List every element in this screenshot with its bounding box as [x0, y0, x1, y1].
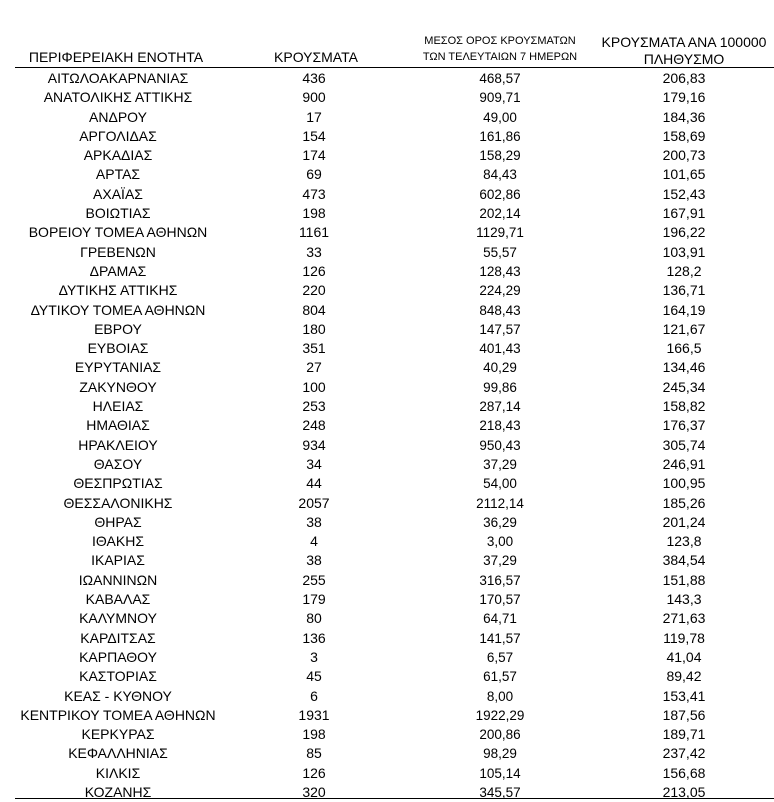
cell-region: ΚΟΖΑΝΗΣ [84, 783, 152, 800]
cell-cases-per-100k: 143,3 [666, 591, 702, 608]
cell-region: ΚΑΡΠΑΘΟΥ [79, 648, 157, 665]
cell-cases-per-100k: 305,74 [662, 436, 706, 453]
cell-seven-day-average: 218,43 [479, 418, 521, 434]
cell-region: ΑΡΚΑΔΙΑΣ [83, 147, 153, 164]
cell-cases: 154 [302, 127, 326, 144]
table-row [0, 223, 774, 242]
table-row [0, 262, 774, 281]
cell-region: ΙΚΑΡΙΑΣ [91, 552, 145, 569]
table-row [0, 725, 774, 744]
cell-region: ΘΕΣΣΑΛΟΝΙΚΗΣ [63, 494, 173, 511]
table-row [0, 146, 774, 165]
cell-seven-day-average: 37,29 [483, 456, 517, 472]
column-header-cases-per-100k-line1: ΚΡΟΥΣΜΑΤΑ ΑΝΑ 100000 [601, 34, 767, 50]
cell-region: ΚΑΛΥΜΝΟΥ [79, 610, 157, 627]
cell-region: ΗΛΕΙΑΣ [92, 398, 144, 415]
cell-seven-day-average: 202,14 [479, 206, 521, 222]
cell-region: ΑΡΤΑΣ [95, 166, 141, 183]
cell-region: ΙΘΑΚΗΣ [92, 533, 144, 550]
table-row [0, 648, 774, 667]
cell-cases-per-100k: 156,68 [662, 764, 706, 781]
cell-cases-per-100k: 136,71 [662, 282, 706, 299]
cell-cases: 34 [306, 455, 322, 472]
cell-seven-day-average: 98,29 [483, 746, 517, 762]
cell-cases: 351 [302, 340, 326, 357]
cell-seven-day-average: 950,43 [479, 437, 521, 453]
cell-cases: 934 [302, 436, 326, 453]
cell-cases-per-100k: 246,91 [662, 455, 706, 472]
column-header-cases-per-100k-line2: ΠΛΗΘΥΣΜΟ [643, 51, 725, 67]
cell-cases: 38 [306, 513, 322, 530]
cell-cases: 85 [306, 745, 322, 762]
cell-cases-per-100k: 187,56 [662, 706, 706, 723]
cell-cases: 220 [302, 282, 326, 299]
cell-region: ΙΩΑΝΝΙΝΩΝ [78, 571, 158, 588]
cell-cases: 473 [302, 185, 326, 202]
cell-cases: 174 [302, 147, 326, 164]
cell-region: ΕΥΡΥΤΑΝΙΑΣ [74, 359, 162, 376]
cell-seven-day-average: 2112,14 [476, 495, 524, 511]
cell-cases: 17 [306, 108, 322, 125]
cell-region: ΖΑΚΥΝΘΟΥ [79, 378, 157, 395]
table-row [0, 243, 774, 262]
cell-cases: 1931 [298, 706, 330, 723]
cell-cases: 1161 [298, 224, 330, 241]
cell-cases: 44 [306, 475, 322, 492]
cell-region: ΕΥΒΟΙΑΣ [87, 340, 149, 357]
column-header-cases: ΚΡΟΥΣΜΑΤΑ [274, 49, 358, 65]
cell-cases-per-100k: 152,43 [662, 185, 706, 202]
table-header [0, 0, 774, 68]
cell-cases: 100 [302, 378, 326, 395]
table-row [0, 764, 774, 783]
cell-cases: 126 [302, 764, 326, 781]
cell-region: ΔΥΤΙΚΟΥ ΤΟΜΕΑ ΑΘΗΝΩΝ [30, 301, 206, 318]
cell-region: ΚΕΡΚΥΡΑΣ [81, 726, 155, 743]
table-row [0, 744, 774, 763]
cell-seven-day-average: 64,71 [483, 611, 517, 627]
cell-seven-day-average: 61,57 [483, 669, 517, 685]
cell-region: ΒΟΙΩΤΙΑΣ [85, 205, 151, 222]
table-row [0, 494, 774, 513]
cell-cases-per-100k: 206,83 [662, 70, 706, 86]
table-row [0, 436, 774, 455]
table-row [0, 397, 774, 416]
cell-seven-day-average: 37,29 [483, 553, 517, 569]
cell-cases-per-100k: 189,71 [662, 726, 706, 743]
cell-region: ΗΡΑΚΛΕΙΟΥ [78, 436, 158, 453]
cell-seven-day-average: 141,57 [479, 630, 521, 646]
cell-seven-day-average: 8,00 [486, 688, 514, 704]
cell-seven-day-average: 36,29 [483, 514, 517, 530]
cell-cases-per-100k: 41,04 [666, 648, 702, 665]
cell-cases: 126 [302, 262, 326, 279]
table-row [0, 513, 774, 532]
cell-cases-per-100k: 101,65 [662, 166, 706, 183]
cell-region: ΑΧΑΪΑΣ [93, 185, 143, 202]
cell-cases-per-100k: 128,2 [666, 262, 702, 279]
table-row [0, 474, 774, 493]
cell-seven-day-average: 170,57 [479, 592, 521, 608]
cell-cases-per-100k: 271,63 [662, 610, 706, 627]
cell-cases: 27 [306, 359, 322, 376]
table-row [0, 706, 774, 725]
cell-region: ΑΡΓΟΛΙΔΑΣ [79, 127, 157, 144]
table-row [0, 127, 774, 146]
cell-seven-day-average: 287,14 [479, 399, 521, 415]
cell-seven-day-average: 200,86 [479, 727, 521, 743]
cell-region: ΚΙΛΚΙΣ [95, 764, 141, 781]
cell-seven-day-average: 316,57 [479, 572, 521, 588]
cell-region: ΘΗΡΑΣ [94, 513, 142, 530]
cell-cases: 198 [302, 726, 326, 743]
cell-cases-per-100k: 123,8 [666, 533, 702, 550]
cell-cases-per-100k: 103,91 [662, 243, 706, 260]
table-row [0, 416, 774, 435]
table-body [0, 69, 774, 802]
cell-seven-day-average: 6,57 [486, 649, 514, 665]
table-row [0, 108, 774, 127]
cell-cases-per-100k: 201,24 [662, 513, 706, 530]
cell-cases-per-100k: 185,26 [662, 494, 706, 511]
cell-cases: 180 [302, 320, 326, 337]
cell-cases-per-100k: 121,67 [662, 320, 706, 337]
cell-region: ΚΑΣΤΟΡΙΑΣ [79, 668, 157, 685]
cell-region: ΒΟΡΕΙΟΥ ΤΟΜΕΑ ΑΘΗΝΩΝ [28, 224, 208, 241]
cell-cases: 136 [302, 629, 326, 646]
cell-region: ΘΕΣΠΡΩΤΙΑΣ [73, 475, 163, 492]
cell-seven-day-average: 468,57 [479, 71, 521, 86]
table-row [0, 378, 774, 397]
cell-cases: 436 [302, 70, 326, 86]
cell-cases: 320 [302, 783, 326, 800]
table-row [0, 629, 774, 648]
cell-cases-per-100k: 158,69 [662, 127, 706, 144]
column-header-region: ΠΕΡΙΦΕΡΕΙΑΚΗ ΕΝΟΤΗΤΑ [28, 49, 204, 65]
table-row [0, 609, 774, 628]
cell-cases: 804 [302, 301, 326, 318]
cell-cases-per-100k: 151,88 [662, 571, 706, 588]
header-divider [15, 67, 774, 68]
cell-cases: 80 [306, 610, 322, 627]
table-row [0, 455, 774, 474]
bottom-border [15, 798, 774, 799]
cell-seven-day-average: 1129,71 [476, 225, 524, 241]
table-row [0, 204, 774, 223]
column-header-seven-day-average-line1: ΜΕΣΟΣ ΟΡΟΣ ΚΡΟΥΣΜΑΤΩΝ [424, 35, 576, 47]
cell-seven-day-average: 54,00 [483, 476, 517, 492]
cell-region: ΕΒΡΟΥ [94, 320, 142, 337]
table-row [0, 281, 774, 300]
cell-cases-per-100k: 237,42 [662, 745, 706, 762]
table-row [0, 69, 774, 88]
cell-cases: 45 [306, 668, 322, 685]
cell-seven-day-average: 55,57 [483, 244, 517, 260]
cell-region: ΚΕΑΣ - ΚΥΘΝΟΥ [64, 687, 172, 704]
cell-region: ΚΑΒΑΛΑΣ [85, 591, 151, 608]
cell-cases: 38 [306, 552, 322, 569]
table-row [0, 667, 774, 686]
cell-region: ΔΡΑΜΑΣ [89, 262, 147, 279]
cell-cases-per-100k: 153,41 [662, 687, 706, 704]
table-row [0, 551, 774, 570]
cell-cases: 253 [302, 398, 326, 415]
table-row [0, 301, 774, 320]
cell-cases-per-100k: 89,42 [666, 668, 702, 685]
cell-cases-per-100k: 134,46 [662, 359, 706, 376]
cell-seven-day-average: 105,14 [479, 765, 521, 781]
cell-cases-per-100k: 179,16 [662, 89, 706, 106]
column-header-cases-per-100k [594, 34, 774, 68]
cell-region: ΚΕΦΑΛΛΗΝΙΑΣ [68, 745, 168, 762]
column-header-seven-day-average-line2: ΤΩΝ ΤΕΛΕΥΤΑΙΩΝ 7 ΗΜΕΡΩΝ [422, 51, 578, 63]
cell-seven-day-average: 84,43 [483, 167, 517, 183]
cell-cases-per-100k: 119,78 [663, 629, 705, 646]
cell-region: ΗΜΑΘΙΑΣ [86, 417, 150, 434]
cell-seven-day-average: 49,00 [483, 109, 517, 125]
cell-seven-day-average: 128,43 [479, 263, 521, 279]
cell-cases-per-100k: 176,37 [662, 417, 706, 434]
table-row [0, 358, 774, 377]
cell-seven-day-average: 161,86 [479, 128, 521, 144]
cell-cases: 179 [302, 591, 326, 608]
cell-seven-day-average: 401,43 [479, 341, 521, 357]
table-row [0, 165, 774, 184]
cell-seven-day-average: 909,71 [479, 90, 521, 106]
cell-cases-per-100k: 245,34 [662, 378, 706, 395]
cell-cases: 198 [302, 205, 326, 222]
cell-seven-day-average: 3,00 [486, 534, 514, 550]
cell-seven-day-average: 345,57 [479, 784, 521, 800]
cell-region: ΓΡΕΒΕΝΩΝ [80, 243, 156, 260]
table-row [0, 339, 774, 358]
cell-cases-per-100k: 158,82 [662, 398, 706, 415]
cell-seven-day-average: 158,29 [479, 148, 521, 164]
cell-cases: 2057 [298, 494, 330, 511]
cell-cases: 248 [302, 417, 326, 434]
table-row [0, 687, 774, 706]
cell-cases: 4 [310, 533, 318, 550]
cell-region: ΔΥΤΙΚΗΣ ΑΤΤΙΚΗΣ [58, 282, 178, 299]
cell-cases-per-100k: 166,5 [666, 340, 702, 357]
cell-cases: 6 [310, 687, 318, 704]
cell-cases: 255 [302, 571, 326, 588]
table-row [0, 571, 774, 590]
cell-cases: 3 [310, 648, 318, 665]
cell-seven-day-average: 224,29 [479, 283, 521, 299]
cell-seven-day-average: 99,86 [483, 379, 517, 395]
cell-seven-day-average: 40,29 [483, 360, 517, 376]
cell-region: ΚΕΝΤΡΙΚΟΥ ΤΟΜΕΑ ΑΘΗΝΩΝ [20, 706, 216, 723]
cell-seven-day-average: 1922,29 [475, 707, 525, 723]
cell-region: ΑΝΔΡΟΥ [89, 108, 147, 125]
cell-seven-day-average: 848,43 [479, 302, 521, 318]
table-row [0, 185, 774, 204]
cell-region: ΑΝΑΤΟΛΙΚΗΣ ΑΤΤΙΚΗΣ [43, 89, 193, 106]
cell-cases-per-100k: 200,73 [662, 147, 706, 164]
cell-cases-per-100k: 213,05 [662, 783, 706, 800]
cell-cases: 33 [306, 243, 322, 260]
cell-cases-per-100k: 196,22 [662, 224, 706, 241]
cell-region: ΑΙΤΩΛΟΑΚΑΡΝΑΝΙΑΣ [47, 70, 189, 86]
cell-seven-day-average: 602,86 [479, 186, 521, 202]
cell-cases-per-100k: 100,95 [662, 475, 706, 492]
cell-seven-day-average: 147,57 [479, 321, 521, 337]
table-row [0, 88, 774, 107]
cell-region: ΚΑΡΔΙΤΣΑΣ [80, 629, 156, 646]
cell-region: ΘΑΣΟΥ [93, 455, 143, 472]
column-header-seven-day-average [405, 33, 595, 65]
cell-cases-per-100k: 164,19 [662, 301, 706, 318]
table-row [0, 320, 774, 339]
table-row [0, 783, 774, 802]
cell-cases-per-100k: 184,36 [662, 108, 706, 125]
table-row [0, 590, 774, 609]
table-row [0, 532, 774, 551]
cell-cases: 69 [306, 166, 322, 183]
cell-cases-per-100k: 167,91 [662, 205, 706, 222]
cell-cases: 900 [302, 89, 326, 106]
cell-cases-per-100k: 384,54 [662, 552, 706, 569]
